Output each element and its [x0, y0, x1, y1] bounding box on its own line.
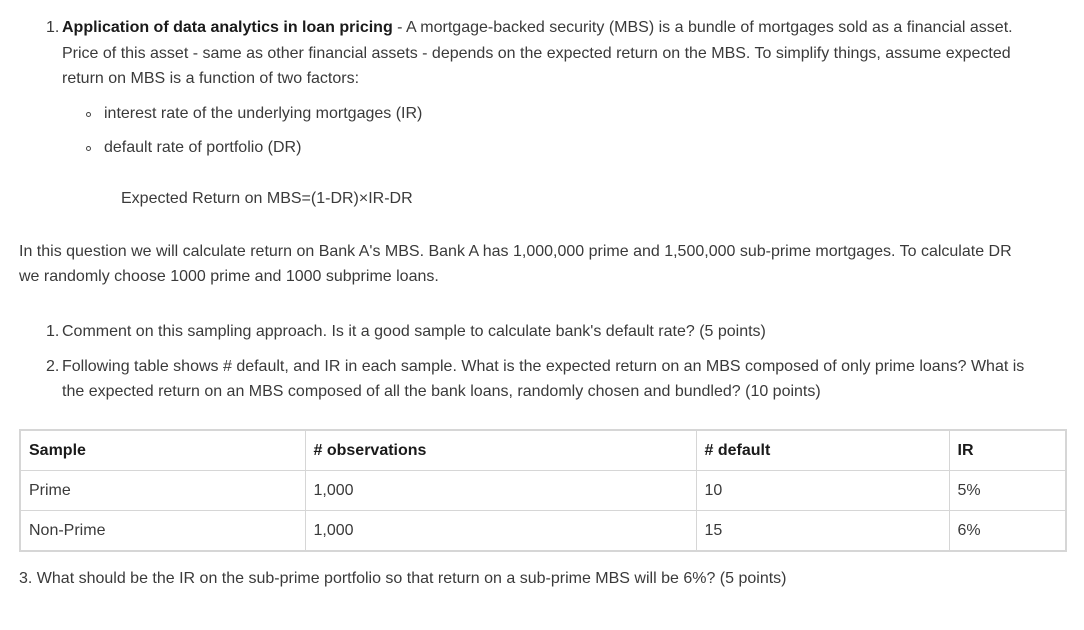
bullet-icon	[86, 112, 91, 117]
table-row	[20, 471, 1066, 511]
column-header: # observations	[305, 430, 696, 471]
q1-intro-first-line	[62, 15, 1013, 40]
table-cell: 15	[696, 511, 949, 552]
table-cell: 1,000	[305, 511, 696, 552]
q1-number: 1.	[46, 19, 60, 36]
column-header: Sample	[20, 430, 305, 471]
subquestion-number: 1.	[46, 323, 60, 340]
q1-intro-line-3: return on MBS is a function of two factors:	[62, 70, 360, 87]
q3-text: 3. What should be the IR on the sub-prime portfolio so that return on a sub-prime MBS will be 6%? (5 points)	[19, 570, 787, 587]
factor-item: default rate of portfolio (DR)	[104, 139, 302, 156]
formula: Expected Return on MBS=(1-DR)×IR-DR	[121, 190, 413, 207]
bullet-icon	[86, 146, 91, 151]
subquestion-text: the expected return on an MBS composed of all the bank loans, randomly chosen and bundled? (10 points)	[62, 383, 821, 400]
subquestion-number: 2.	[46, 358, 60, 375]
table-row	[20, 511, 1066, 552]
q1-intro-text: - A mortgage-backed security (MBS) is a bundle of mortgages sold as a financial asset.	[392, 19, 1013, 36]
column-header: IR	[949, 430, 1066, 471]
sample-table	[19, 429, 1067, 552]
table-cell: 1,000	[305, 471, 696, 511]
table-cell: 6%	[949, 511, 1066, 552]
factor-item: interest rate of the underlying mortgages (IR)	[104, 105, 423, 122]
context-line-1: In this question we will calculate return on Bank A's MBS. Bank A has 1,000,000 prime and 1,500,000 sub-prime mortgages. To calculate DR	[19, 243, 1012, 260]
subquestion-text: Comment on this sampling approach. Is it a good sample to calculate bank's default rate? (5 points)	[62, 323, 766, 340]
table-cell: 10	[696, 471, 949, 511]
table-cell: Prime	[20, 471, 305, 511]
table-cell: Non-Prime	[20, 511, 305, 552]
subquestion-text: Following table shows # default, and IR in each sample. What is the expected return on an MBS composed of only prime loans? What is	[62, 358, 1025, 375]
q1-title: Application of data analytics in loan pricing	[62, 19, 393, 36]
column-header: # default	[696, 430, 949, 471]
table-header-row	[20, 430, 1066, 471]
q1-intro-line-2: Price of this asset - same as other financial assets - depends on the expected return on the MBS. To simplify things, assume expected	[62, 45, 1011, 62]
context-line-2: we randomly choose 1000 prime and 1000 subprime loans.	[19, 268, 439, 285]
table-cell: 5%	[949, 471, 1066, 511]
